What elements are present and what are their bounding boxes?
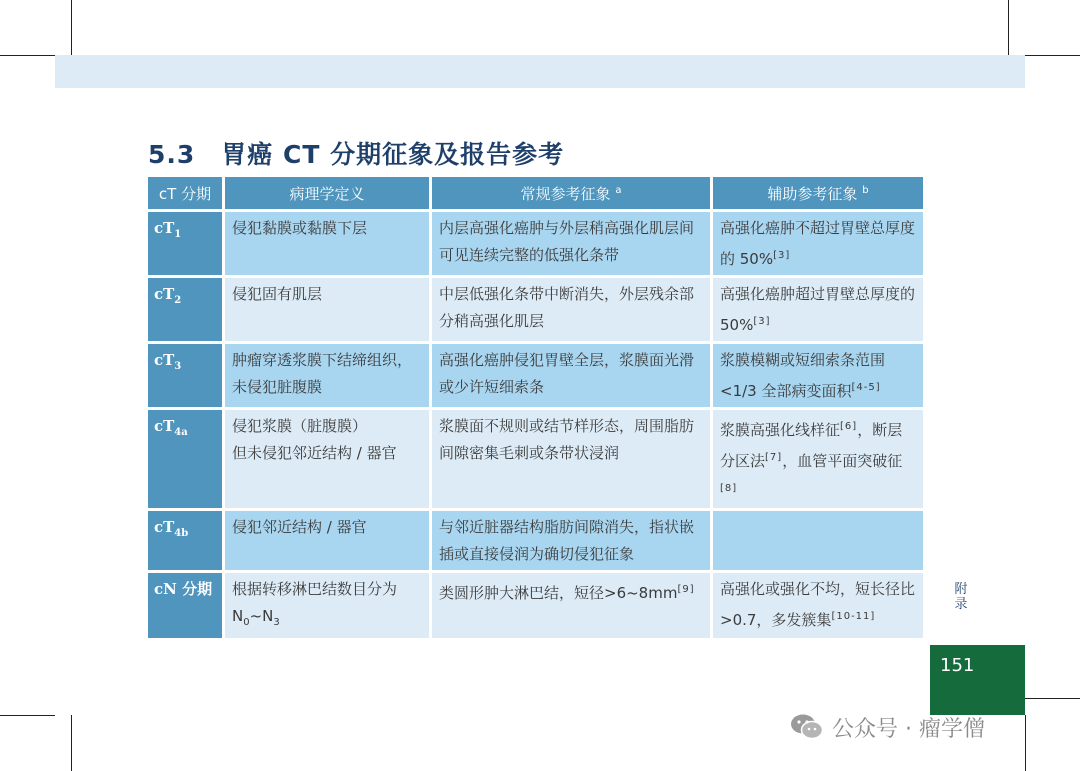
definition-cell: 侵犯黏膜或黏膜下层 (225, 212, 429, 275)
section-heading: 胃癌 CT 分期征象及报告参考 (221, 140, 565, 169)
crop-mark (0, 715, 55, 716)
conventional-cell: 中层低强化条带中断消失，外层残余部分稍高强化肌层 (432, 278, 710, 341)
conventional-cell: 浆膜面不规则或结节样形态，周围脂肪间隙密集毛刺或条带状浸润 (432, 410, 710, 508)
stage-cell: $cT_{4b}$ (148, 511, 222, 570)
header-stage: cT 分期 (148, 177, 222, 209)
watermark-text: 公众号 · 瘤学僧 (832, 716, 985, 742)
crop-mark (71, 715, 72, 771)
auxiliary-cell: 高强化或强化不均，短长径比>0.7，多发簇集[10-11] (713, 573, 923, 638)
table-row (148, 212, 923, 275)
stage-cell: cN 分期 (148, 573, 222, 638)
conventional-cell: 类圆形肿大淋巴结，短径>6~8mm[9] (432, 573, 710, 638)
auxiliary-cell: 高强化癌肿不超过胃壁总厚度的 50%[3] (713, 212, 923, 275)
section-number: 5.3 (148, 140, 196, 169)
definition-cell: 根据转移淋巴结数目分为 $N_0\sim N_3$ (225, 573, 429, 638)
section-title (148, 135, 564, 171)
auxiliary-cell: 浆膜高强化线样征[6]，断层分区法[7]，血管平面突破征[8] (713, 410, 923, 508)
auxiliary-cell: 高强化癌肿超过胃壁总厚度的 50%[3] (713, 278, 923, 341)
table-row (148, 344, 923, 407)
watermark (790, 712, 985, 742)
definition-cell: 肿瘤穿透浆膜下结缔组织，未侵犯脏腹膜 (225, 344, 429, 407)
conventional-cell: 与邻近脏器结构脂肪间隙消失，指状嵌插或直接侵润为确切侵犯征象 (432, 511, 710, 570)
table-header-row (148, 177, 923, 209)
table-row (148, 511, 923, 570)
conventional-cell: 高强化癌肿侵犯胃壁全层，浆膜面光滑或少许短细索条 (432, 344, 710, 407)
header-auxiliary: 辅助参考征象 $^b$ (713, 177, 923, 209)
staging-table (145, 174, 926, 641)
definition-cell: 侵犯邻近结构 / 器官 (225, 511, 429, 570)
stage-cell: $cT_2$ (148, 278, 222, 341)
definition-cell: 侵犯固有肌层 (225, 278, 429, 341)
crop-mark (1008, 0, 1009, 55)
table-row (148, 573, 923, 638)
header-conventional: 常规参考征象 $^a$ (432, 177, 710, 209)
auxiliary-cell (713, 511, 923, 570)
wechat-icon (790, 713, 824, 741)
appendix-side-label: 附录 (954, 582, 968, 612)
stage-cell: $cT_3$ (148, 344, 222, 407)
page-number-box (930, 645, 1025, 715)
crop-mark (1025, 698, 1080, 699)
auxiliary-cell: 浆膜模糊或短细索条范围<1/3 全部病变面积[4-5] (713, 344, 923, 407)
definition-cell: 侵犯浆膜（脏腹膜） 但未侵犯邻近结构 / 器官 (225, 410, 429, 508)
top-banner (55, 55, 1025, 88)
stage-cell: $cT_1$ (148, 212, 222, 275)
conventional-cell: 内层高强化癌肿与外层稍高强化肌层间可见连续完整的低强化条带 (432, 212, 710, 275)
page-number: 151 (940, 655, 975, 676)
header-definition: 病理学定义 (225, 177, 429, 209)
crop-mark (1025, 715, 1026, 771)
crop-mark (0, 55, 55, 56)
crop-mark (1025, 55, 1080, 56)
crop-mark (71, 0, 72, 55)
table-row (148, 278, 923, 341)
stage-cell: $cT_{4a}$ (148, 410, 222, 508)
table-row (148, 410, 923, 508)
